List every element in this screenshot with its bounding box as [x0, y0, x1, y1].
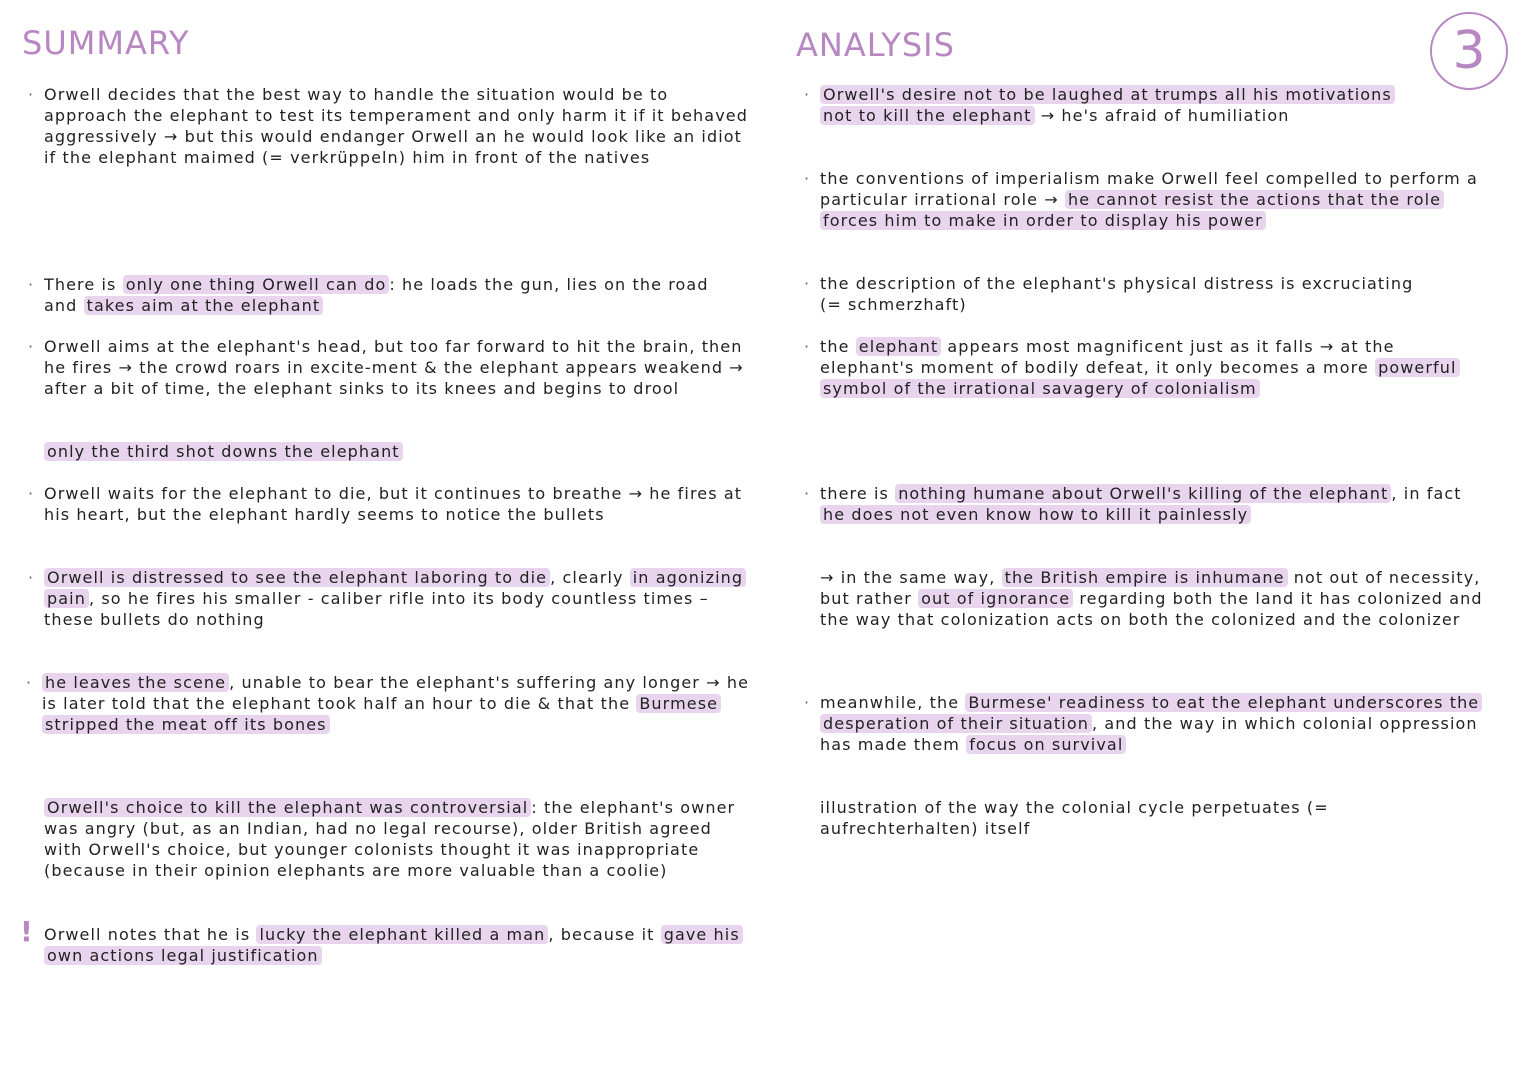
analysis-point-7-highlight-2: focus on survival	[966, 735, 1126, 754]
summary-point-8-text: : the elephant's owner was angry (but, as an Indian, had no legal recourse), older British agreed with Orwell's choice, but younger colonists thought it was inappropriate (because in their opinion elephants are more valuable than a coolie)	[44, 798, 736, 880]
summary-point-8	[44, 797, 756, 881]
analysis-point-7	[820, 692, 1480, 755]
analysis-point-5-text-2: , in fact	[1391, 484, 1462, 503]
analysis-point-5-highlight-1: nothing humane about Orwell's killing of the elephant	[895, 484, 1391, 503]
summary-point-2-text-1: There is	[44, 275, 123, 294]
analysis-point-1-text: → he's afraid of humiliation	[1034, 106, 1290, 125]
summary-point-4	[44, 441, 756, 462]
analysis-point-7-text-2: , and the way in which colonial oppression has made them	[820, 714, 1478, 754]
summary-point-9-text-2: , because it	[548, 925, 661, 944]
analysis-point-4-text-2: appears most magnificent just as it falls → at the elephant's moment of bodily defeat, it only becomes a more	[820, 337, 1395, 377]
summary-point-5: · Orwell waits for the elephant to die, but it continues to breathe → he fires at his heart, but the elephant hardly seems to notice the bullets	[44, 483, 756, 525]
analysis-point-8: illustration of the way the colonial cycle perpetuates (= aufrechterhalten) itself	[820, 798, 1329, 838]
analysis-point-3: · the description of the elephant's physical distress is excruciating (= schmerzhaft)	[820, 273, 1440, 315]
analysis-point-6-text-3: regarding both the land it has colonized and the way that colonization acts on both the colonized and the colonizer	[820, 589, 1483, 629]
analysis-point-5-text-1: there is	[820, 484, 896, 503]
summary-point-6-highlight-1: Orwell is distressed to see the elephant laboring to die	[44, 568, 550, 587]
summary-point-2-highlight-2: takes aim at the elephant	[84, 296, 324, 315]
summary-point-7-text-1: , unable to bear the elephant's suffering any longer → he is later told that the elephant took half an hour to die & that the	[42, 673, 750, 713]
summary-point-1: · Orwell decides that the best way to handle the situation would be to approach the elephant to test its temperament and only harm it if it behaved aggressively → but this would endanger Orwell an he would look like an idiot if the elephant maimed (= verkrüppeln) him in front of the natives	[44, 84, 756, 168]
analysis-point-5	[820, 483, 1480, 525]
summary-point-4-highlight: only the third shot downs the elephant	[44, 442, 403, 461]
summary-point-2-highlight-1: only one thing Orwell can do	[123, 275, 390, 294]
analysis-point-7-text-1: meanwhile, the	[820, 693, 966, 712]
summary-point-9-highlight-2: gave his own actions legal justification	[44, 925, 743, 965]
analysis-point-2-text: the conventions of imperialism make Orwell feel compelled to perform a particular irrational role →	[820, 169, 1478, 209]
analysis-point-6-text-2: not out of necessity, but rather	[820, 568, 1481, 608]
analysis-point-4	[820, 336, 1480, 399]
analysis-point-2-highlight: he cannot resist the actions that the role forces him to make in order to display his power	[820, 190, 1444, 230]
summary-point-6-highlight-2: in agonizing pain	[44, 568, 746, 608]
exclamation-mark: !	[20, 915, 33, 948]
summary-point-6-text-2: , so he fires his smaller - caliber rifle into its body countless times – these bullets do nothing	[44, 589, 709, 629]
analysis-point-2	[820, 168, 1480, 231]
analysis-point-7-highlight-1: Burmese' readiness to eat the elephant underscores the desperation of their situation	[820, 693, 1482, 733]
analysis-point-5-highlight-2: he does not even know how to kill it painlessly	[820, 505, 1251, 524]
page-number-badge: 3	[1430, 12, 1508, 90]
summary-point-9-highlight-1: lucky the elephant killed a man	[256, 925, 548, 944]
summary-point-2-text-2: : he loads the gun, lies on the road and	[44, 275, 709, 315]
analysis-point-6	[820, 567, 1485, 630]
summary-point-6-text-1: , clearly	[550, 568, 630, 587]
summary-heading: SUMMARY	[22, 24, 190, 62]
analysis-point-4-highlight-2: powerful symbol of the irrational savagery of colonialism	[820, 358, 1460, 398]
summary-point-2	[44, 274, 724, 316]
analysis-point-1	[820, 84, 1420, 126]
summary-point-9	[44, 924, 756, 966]
summary-point-9-text-1: Orwell notes that he is	[44, 925, 257, 944]
analysis-point-6-text-1: → in the same way,	[820, 568, 1002, 587]
summary-point-7-highlight-1: he leaves the scene	[42, 673, 229, 692]
analysis-heading: ANALYSIS	[796, 26, 955, 64]
analysis-point-4-highlight-1: elephant	[856, 337, 941, 356]
analysis-point-1-highlight: Orwell's desire not to be laughed at trumps all his motivations not to kill the elephant	[820, 85, 1395, 125]
summary-point-7	[42, 672, 754, 735]
analysis-point-4-text-1: the	[820, 337, 856, 356]
analysis-point-6-highlight-1: the British empire is inhumane	[1002, 568, 1288, 587]
summary-point-3: · Orwell aims at the elephant's head, but too far forward to hit the brain, then he fires → the crowd roars in excite-ment & the elephant appears weakend → after a bit of time, the elephant sinks to its knees and begins to drool	[44, 336, 756, 399]
summary-point-7-highlight-2: Burmese stripped the meat off its bones	[42, 694, 721, 734]
summary-point-8-highlight: Orwell's choice to kill the elephant was controversial	[44, 798, 531, 817]
summary-point-6	[44, 567, 756, 630]
analysis-point-6-highlight-2: out of ignorance	[918, 589, 1073, 608]
